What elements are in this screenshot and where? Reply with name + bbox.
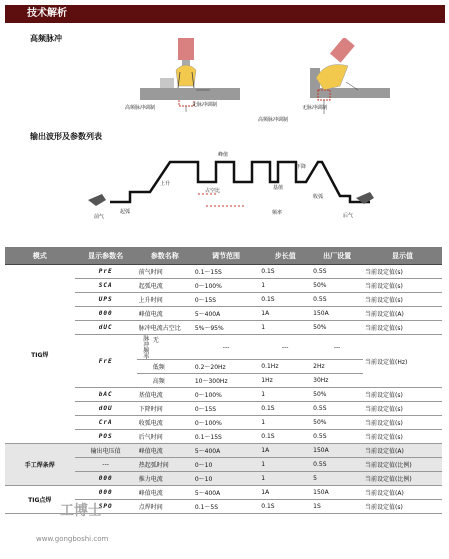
- param-step: 1A: [259, 486, 311, 500]
- param-default: 0.5S: [311, 265, 363, 279]
- disp-code: PrE: [75, 265, 137, 279]
- th-range: 调节范围: [193, 247, 259, 265]
- param-step: 0.1S: [259, 430, 311, 444]
- waveform-line: [110, 162, 370, 202]
- param-step: 0.1S: [259, 402, 311, 416]
- param-default: 50%: [311, 388, 363, 402]
- wave-label-freq: 频率: [272, 210, 283, 216]
- th-display-name: 显示参数名: [75, 247, 137, 265]
- table-row: [5, 265, 442, 279]
- param-default: 150A: [311, 444, 363, 458]
- param-range: 0.1～15S: [193, 430, 259, 444]
- param-value: 当前设定值(s): [363, 279, 442, 293]
- wave-label-crater: 收弧: [313, 194, 324, 200]
- param-step: 0.1S: [259, 500, 311, 514]
- label-hf-pulse-right: 高频脉冲调制: [258, 117, 289, 123]
- param-value: 当前设定值(Hz): [363, 335, 442, 388]
- param-range: 0.1～5S: [193, 500, 259, 514]
- param-name: 点焊时间: [137, 500, 193, 514]
- disp-code: dOU: [75, 402, 137, 416]
- freq-sub-name: 低频: [137, 360, 193, 374]
- param-range: 0～10: [193, 458, 259, 472]
- param-value: 当前设定值(s): [363, 321, 442, 335]
- param-step: 0.1Hz: [259, 360, 311, 374]
- wave-label-duty: 占空比: [205, 188, 221, 194]
- param-step: 1: [259, 321, 311, 335]
- param-value: 当前设定值(s): [363, 388, 442, 402]
- param-value: 当前设定值(s): [363, 402, 442, 416]
- param-range: 5～400A: [193, 486, 259, 500]
- param-range: 0.2～20Hz: [193, 360, 259, 374]
- freq-sub-name: 无: [152, 337, 159, 344]
- mode-tig: TIG焊: [5, 265, 75, 444]
- param-default: 50%: [311, 416, 363, 430]
- param-range: 5～400A: [193, 307, 259, 321]
- disp-code: FrE: [75, 335, 137, 388]
- table-header-row: [5, 247, 442, 265]
- wave-label-start-arc: 起弧: [120, 209, 131, 215]
- disp-code: bAC: [75, 388, 137, 402]
- disp-code: 000: [75, 307, 137, 321]
- pulse-section-title: 高频脉冲: [30, 34, 62, 43]
- th-step: 步长值: [259, 247, 311, 265]
- param-value: 当前设定值(s): [363, 416, 442, 430]
- param-range: 10～300Hz: [193, 374, 259, 388]
- th-param-name: 参数名称: [137, 247, 193, 265]
- param-value: 当前设定值(比例): [363, 472, 442, 486]
- param-name: 热起弧时间: [137, 458, 193, 472]
- param-range: 0～15S: [193, 402, 259, 416]
- wave-label-postflow: 后气: [343, 213, 354, 219]
- param-step: 1Hz: [259, 374, 311, 388]
- param-default: 150A: [311, 486, 363, 500]
- disp-code: ---: [75, 458, 137, 472]
- section-header: [5, 5, 445, 23]
- param-default: 30Hz: [311, 374, 363, 388]
- param-range: ---: [193, 335, 259, 360]
- param-name: 前气时间: [137, 265, 193, 279]
- param-default: 50%: [311, 321, 363, 335]
- param-name: 上升时间: [137, 293, 193, 307]
- disp-code: 输出电压值: [75, 444, 137, 458]
- param-name: 峰值电流: [137, 444, 193, 458]
- label-hf-pulse-left: 高频脉冲调制: [125, 105, 156, 111]
- param-range: 0～100%: [193, 279, 259, 293]
- param-name: 起弧电流: [137, 279, 193, 293]
- torch-left-icon: [178, 38, 194, 60]
- param-default: 150A: [311, 307, 363, 321]
- param-step: 1: [259, 279, 311, 293]
- param-range: 0.1～15S: [193, 265, 259, 279]
- param-range: 0～10: [193, 472, 259, 486]
- param-value: 当前设定值(s): [363, 500, 442, 514]
- param-value: 当前设定值(s): [363, 265, 442, 279]
- param-range: 5%～95%: [193, 321, 259, 335]
- param-default: 2Hz: [311, 360, 363, 374]
- section-title: 技术解析: [27, 8, 67, 19]
- param-step: 1: [259, 458, 311, 472]
- th-mode: 模式: [5, 247, 75, 265]
- waveform-section-title: 输出波形及参数列表: [30, 132, 102, 141]
- param-step: 1A: [259, 444, 311, 458]
- param-default: 0.5S: [311, 402, 363, 416]
- disp-code: CrA: [75, 416, 137, 430]
- param-step: 1: [259, 388, 311, 402]
- param-default: 0.5S: [311, 430, 363, 444]
- disp-code: dUC: [75, 321, 137, 335]
- param-range: 0～100%: [193, 416, 259, 430]
- disp-code: SPO: [75, 500, 137, 514]
- wave-label-base: 基值: [273, 185, 284, 191]
- param-range: 0～15S: [193, 293, 259, 307]
- param-name-freq: 脉冲频率: [141, 335, 149, 359]
- param-name: 峰值电流: [137, 307, 193, 321]
- wave-label-rise: 上升: [160, 181, 171, 187]
- pulse-illustration: [90, 38, 410, 128]
- wave-label-preflow: 前气: [94, 214, 105, 220]
- param-default: 50%: [311, 279, 363, 293]
- th-default: 出厂设置: [311, 247, 363, 265]
- param-name: 峰值电流: [137, 486, 193, 500]
- freq-sub-cell: [137, 335, 193, 360]
- param-name: 脉冲电流占空比: [137, 321, 193, 335]
- param-default: 1S: [311, 500, 363, 514]
- param-range: 5～400A: [193, 444, 259, 458]
- mode-spot: TIG点焊: [5, 486, 75, 514]
- param-range: 0～100%: [193, 388, 259, 402]
- param-step: 0.1S: [259, 265, 311, 279]
- param-default: ---: [311, 335, 363, 360]
- disp-code: SCA: [75, 279, 137, 293]
- disp-code: 000: [75, 472, 137, 486]
- param-step: 1A: [259, 307, 311, 321]
- disp-code: POS: [75, 430, 137, 444]
- param-default: 5: [311, 472, 363, 486]
- output-waveform: [80, 150, 380, 230]
- param-value: 当前设定值(比例): [363, 458, 442, 472]
- mode-mma: 手工焊条焊: [5, 444, 75, 486]
- param-name: 后气时间: [137, 430, 193, 444]
- disp-code: 000: [75, 486, 137, 500]
- disp-code: UPS: [75, 293, 137, 307]
- freq-sub-name: 高频: [137, 374, 193, 388]
- param-step: 1: [259, 416, 311, 430]
- parameter-table: [5, 247, 442, 514]
- watermark-brand: 工博士: [60, 503, 102, 519]
- param-value: 当前设定值(s): [363, 293, 442, 307]
- th-value: 显示值: [363, 247, 442, 265]
- param-step: ---: [259, 335, 311, 360]
- watermark-url: www.gongboshi.com: [36, 535, 109, 543]
- param-value: 当前设定值(A): [363, 307, 442, 321]
- param-step: 1: [259, 472, 311, 486]
- param-name: 基值电流: [137, 388, 193, 402]
- wave-label-fall: 下降: [296, 164, 307, 170]
- table-row: [5, 444, 442, 458]
- wave-label-peak: 峰值: [218, 152, 229, 158]
- param-value: 当前设定值(A): [363, 486, 442, 500]
- param-value: 当前设定值(s): [363, 430, 442, 444]
- table-row: [5, 486, 442, 500]
- param-name: 收弧电流: [137, 416, 193, 430]
- param-name: 推力电流: [137, 472, 193, 486]
- param-step: 0.1S: [259, 293, 311, 307]
- param-default: 0.5S: [311, 293, 363, 307]
- label-no-pulse-left: 无脉冲调制: [192, 102, 218, 108]
- param-default: 0.5S: [311, 458, 363, 472]
- param-value: 当前设定值(A): [363, 444, 442, 458]
- label-no-pulse-right: 无脉冲调制: [302, 105, 328, 111]
- param-name: 下降时间: [137, 402, 193, 416]
- torch-start-icon: [88, 194, 106, 206]
